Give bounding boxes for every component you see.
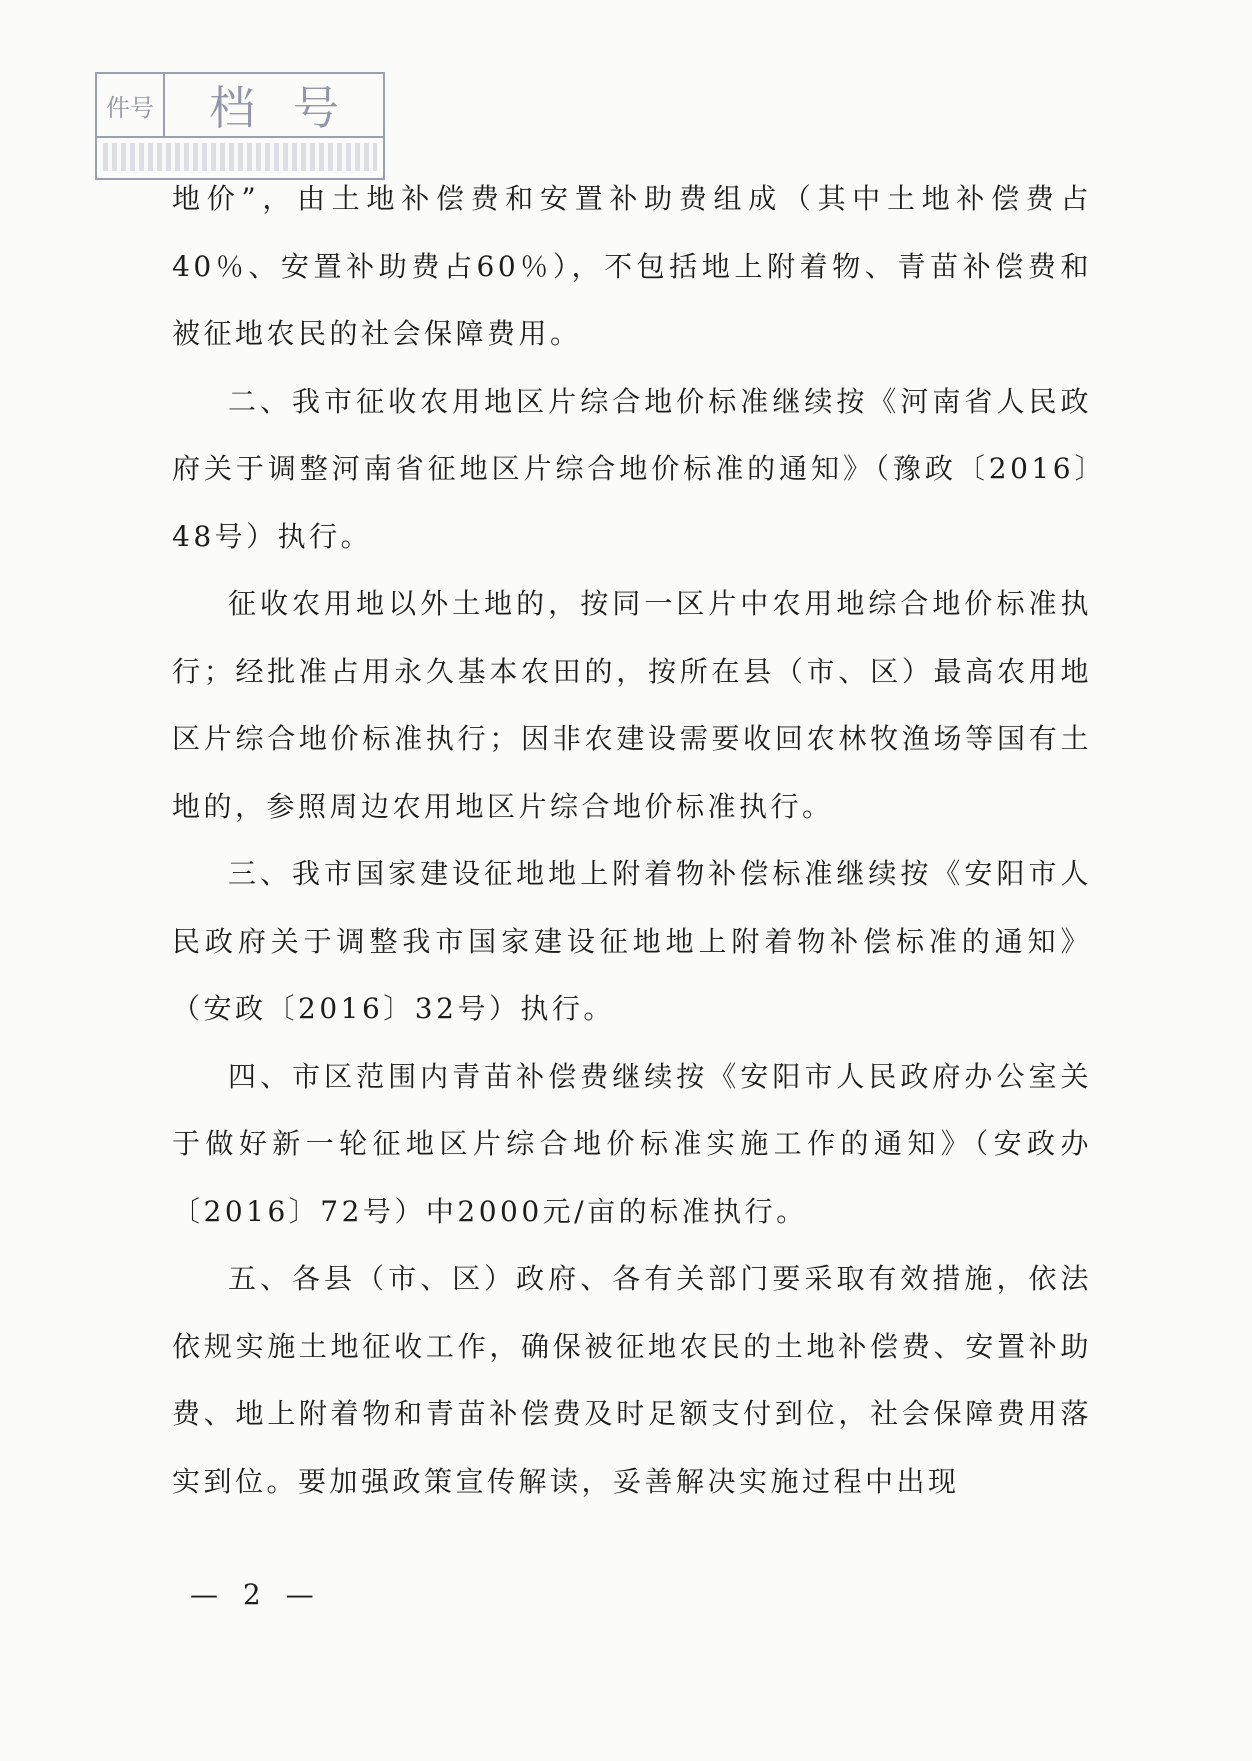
stamp-left-label: 件号 [97, 74, 165, 136]
paragraph-continued: 地价”，由土地补偿费和安置补助费组成（其中土地补偿费占40％、安置补助费占60％），不包括地上附着物、青苗补偿费和被征地农民的社会保障费用。 [172, 182, 1092, 350]
paragraph-non-farmland: 征收农用地以外土地的，按同一区片中农用地综合地价标准执行；经批准占用永久基本农田的，按所在县（市、区）最高农用地区片综合地价标准执行；因非农建设需要收回农林牧渔场等国有土地的，参照周边农用地区片综合地价标准执行。 [172, 587, 1092, 823]
paragraph-item-two: 二、我市征收农用地区片综合地价标准继续按《河南省人民政府关于调整河南省征地区片综合地价标准的通知》（豫政〔2016〕48号）执行。 [172, 384, 1092, 553]
stamp-header-row [97, 74, 383, 138]
paragraph-item-four: 四、市区范围内青苗补偿费继续按《安阳市人民政府办公室关于做好新一轮征地区片综合地价标准实施工作的通知》（安政办〔2016〕72号）中2000元/亩的标准执行。 [172, 1059, 1092, 1228]
archive-stamp [95, 72, 385, 180]
document-body [172, 165, 1092, 1515]
page-number: — 2 — [190, 1578, 322, 1611]
paragraph-item-three: 三、我市国家建设征地地上附着物补偿标准继续按《安阳市人民政府关于调整我市国家建设征地地上附着物补偿标准的通知》（安政〔2016〕32号）执行。 [172, 857, 1092, 1025]
paragraph-item-five: 五、各县（市、区）政府、各有关部门要采取有效措施，依法依规实施土地征收工作，确保被征地农民的土地补偿费、安置补助费、地上附着物和青苗补偿费及时足额支付到位，社会保障费用落实到位。要加强政策宣传解读，妥善解决实施过程中出现 [172, 1262, 1092, 1498]
stamp-main-label: 档号 [209, 81, 377, 135]
